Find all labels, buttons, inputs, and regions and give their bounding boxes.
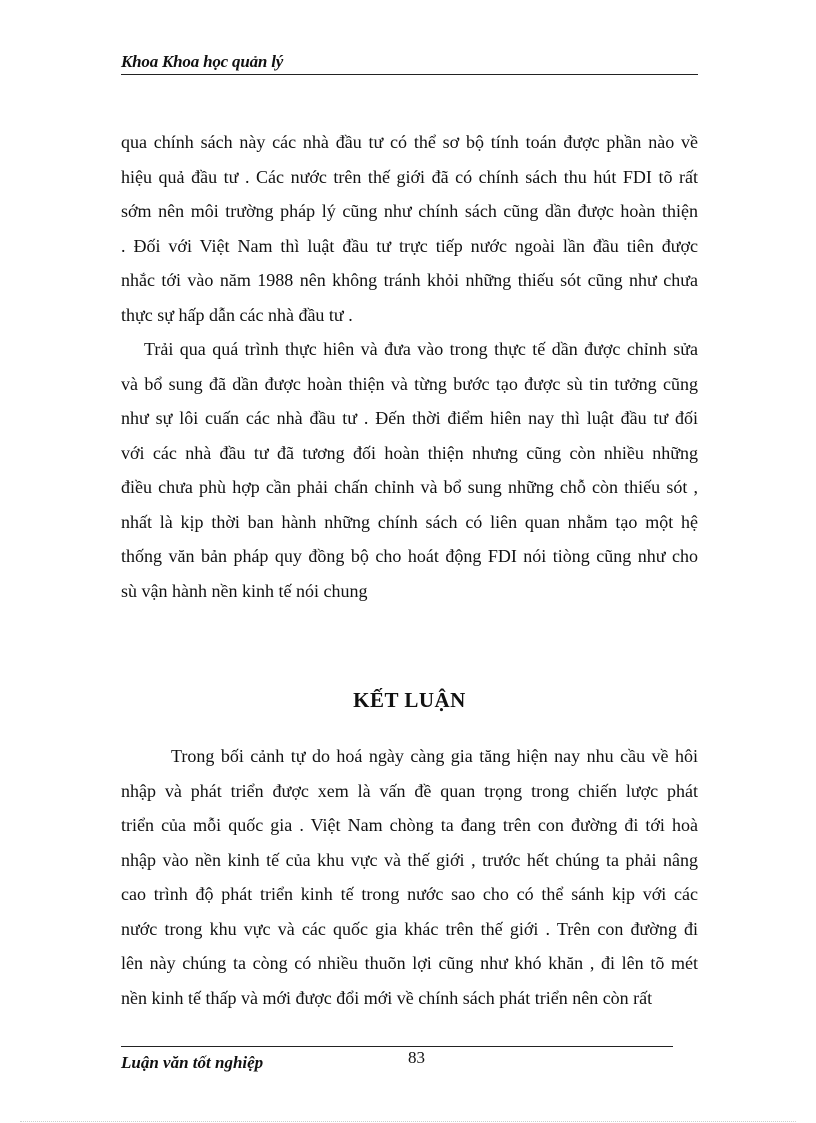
text-line: điều chưa phù hợp cần phải chấn chỉnh và bổ sung những chỗ còn thiếu sót ,	[121, 477, 698, 497]
page-number: 83	[408, 1048, 425, 1067]
paragraph-3	[121, 739, 698, 1015]
text-line: Trải qua quá trình thực hiên và đưa vào trong thực tế dần được chỉnh sửa	[144, 339, 698, 359]
text-line: thực sự hấp dẫn các nhà đầu tư .	[121, 304, 353, 325]
paragraph-1	[121, 125, 698, 332]
text-line: nhập vào nền kinh tế của khu vực và thế giới , trước hết chúng ta phải nâng	[121, 849, 698, 870]
text-line: với các nhà đầu tư đã tương đối hoàn thiện nhưng cũng còn nhiều những	[121, 442, 698, 463]
header-title: Khoa Khoa học quản lý	[121, 52, 284, 71]
text-line: nền kinh tế thấp và mới được đổi mới về chính sách phát triển nên còn rất	[121, 987, 653, 1008]
text-line: lên này chúng ta còng có nhiều thuõn lợi cũng như khó khăn , đi lên tõ mét	[121, 953, 698, 973]
text-line: Trong bối cảnh tự do hoá ngày càng gia tăng hiện nay nhu cầu về hôi	[171, 746, 698, 766]
text-line: thống văn bản pháp quy đồng bộ cho hoát động FDI nói tiòng cũng như cho	[121, 546, 698, 566]
text-line: cao trình độ phát triển kinh tế trong nước sao cho có thể sánh kịp với các	[121, 884, 698, 904]
footer-label: Luận văn tốt nghiệp	[121, 1053, 264, 1072]
paragraph-2	[121, 332, 698, 608]
text-line: hiệu quả đầu tư . Các nước trên thế giới đã có chính sách thu hút FDI tõ rất	[121, 166, 698, 187]
page-edge-divider	[20, 1121, 796, 1122]
text-line: triển của mỗi quốc gia . Việt Nam chòng ta đang trên con đường đi tới hoà	[121, 815, 698, 835]
text-line: như sự lôi cuấn các nhà đầu tư . Đến thời điểm hiên nay thì luật đầu tư đối	[121, 408, 698, 428]
text-line: nước trong khu vực và các quốc gia khác trên thế giới . Trên con đường đi	[121, 918, 698, 939]
section-heading: KẾT LUẬN	[353, 688, 466, 712]
text-line: . Đối với Việt Nam thì luật đầu tư trực tiếp nước ngoài lần đầu tiên được	[121, 235, 698, 256]
text-line: nhập và phát triển được xem là vấn đề quan trọng trong chiến lược phát	[121, 780, 698, 801]
text-line: sớm nên môi trường pháp lý cũng như chính sách cũng dần được hoàn thiện	[121, 201, 698, 221]
header-rule	[121, 74, 698, 75]
text-line: và bổ sung đã dần được hoàn thiện và từng bước tạo được sù tin tưởng cũng	[121, 373, 698, 394]
text-line: qua chính sách này các nhà đầu tư có thể sơ bộ tính toán được phần nào về	[121, 132, 698, 152]
text-line: nhất là kịp thời ban hành những chính sách có liên quan nhằm tạo một hệ	[121, 511, 698, 532]
text-line: sù vận hành nền kinh tế nói chung	[121, 580, 368, 601]
footer-rule	[121, 1046, 673, 1047]
text-line: nhắc tới vào năm 1988 nên không tránh khỏi những thiếu sót cũng như chưa	[121, 270, 698, 290]
